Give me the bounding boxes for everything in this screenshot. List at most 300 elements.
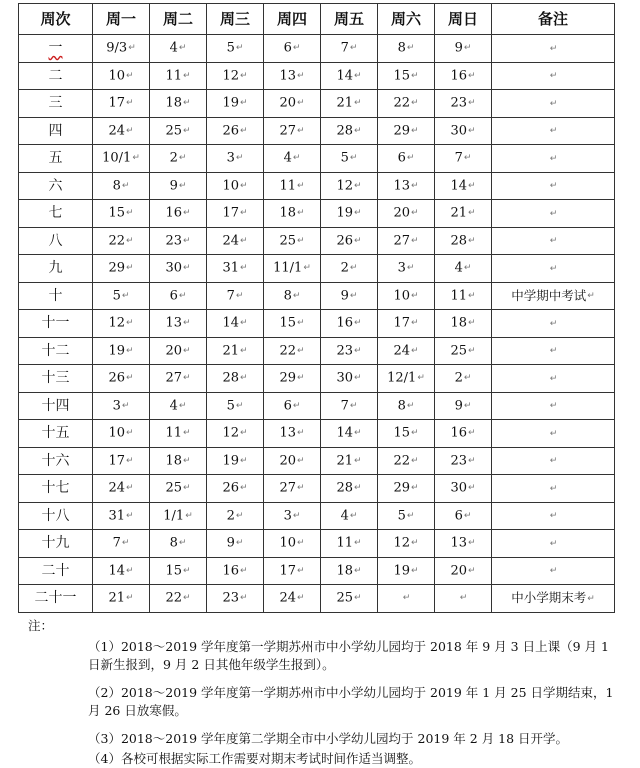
day-cell bbox=[435, 282, 492, 310]
paragraph-mark-icon: ↵ bbox=[406, 263, 415, 273]
day-cell bbox=[93, 420, 150, 448]
paragraph-mark-icon: ↵ bbox=[183, 235, 191, 246]
day-cell bbox=[378, 117, 435, 145]
day-value: 26 bbox=[108, 370, 125, 386]
day-cell bbox=[207, 365, 264, 393]
paragraph-mark-icon: ↵ bbox=[468, 70, 476, 81]
day-cell bbox=[207, 62, 264, 90]
day-value: 11/1 bbox=[273, 260, 303, 276]
paragraph-mark-icon: ↵ bbox=[549, 346, 558, 356]
paragraph-mark-icon: ↵ bbox=[183, 593, 191, 603]
paragraph-mark-icon: ↵ bbox=[126, 125, 134, 136]
day-value: 14 bbox=[336, 68, 353, 83]
day-cell bbox=[435, 475, 492, 503]
header-day bbox=[207, 4, 264, 35]
day-value: 25 bbox=[336, 590, 353, 606]
day-cell bbox=[93, 447, 150, 475]
day-cell bbox=[207, 200, 264, 228]
day-value: 6 bbox=[283, 40, 292, 56]
paragraph-mark-icon: ↵ bbox=[121, 290, 130, 301]
day-cell bbox=[378, 585, 435, 613]
table-row bbox=[19, 447, 615, 475]
day-cell bbox=[207, 447, 264, 475]
day-value: 11 bbox=[279, 178, 296, 193]
day-value: 29 bbox=[393, 480, 410, 496]
day-value: 16 bbox=[450, 68, 467, 83]
table-row bbox=[19, 255, 615, 283]
week-cell bbox=[19, 145, 93, 173]
day-cell bbox=[435, 145, 492, 173]
week-label: 十七 bbox=[41, 480, 70, 497]
paragraph-mark-icon: ↵ bbox=[549, 153, 558, 164]
day-value: 8 bbox=[283, 288, 292, 303]
school-calendar bbox=[18, 3, 614, 613]
day-cell bbox=[150, 200, 207, 228]
day-cell bbox=[264, 35, 321, 63]
paragraph-mark-icon: ↵ bbox=[468, 290, 476, 301]
paragraph-mark-icon: ↵ bbox=[468, 345, 476, 356]
day-cell bbox=[435, 310, 492, 338]
paragraph-mark-icon: ↵ bbox=[463, 510, 472, 521]
remark-text: 中学期中考试 bbox=[511, 287, 587, 303]
day-value: 15 bbox=[279, 315, 296, 331]
day-cell bbox=[207, 227, 264, 255]
paragraph-mark-icon: ↵ bbox=[126, 428, 134, 438]
paragraph-mark-icon: ↵ bbox=[126, 455, 134, 466]
day-value: 21 bbox=[222, 343, 239, 358]
day-cell bbox=[264, 447, 321, 475]
paragraph-mark-icon: ↵ bbox=[411, 235, 419, 246]
day-cell bbox=[378, 392, 435, 420]
day-value: 1/1 bbox=[163, 508, 185, 523]
week-label: 二 bbox=[48, 67, 63, 84]
day-cell bbox=[378, 200, 435, 228]
week-cell bbox=[19, 530, 93, 558]
day-value: 17 bbox=[393, 315, 410, 331]
day-value: 22 bbox=[165, 590, 182, 606]
day-cell bbox=[93, 310, 150, 338]
paragraph-mark-icon: ↵ bbox=[549, 126, 558, 136]
day-cell bbox=[207, 282, 264, 310]
day-cell bbox=[321, 62, 378, 90]
day-value: 24 bbox=[393, 343, 410, 358]
day-value: 14 bbox=[336, 425, 353, 441]
day-cell bbox=[378, 145, 435, 173]
table-row bbox=[19, 365, 615, 393]
paragraph-mark-icon: ↵ bbox=[406, 400, 415, 411]
day-value: 20 bbox=[279, 453, 296, 468]
header-label: 周次 bbox=[40, 10, 71, 28]
day-value: 24 bbox=[108, 480, 125, 496]
week-label: 十五 bbox=[41, 425, 70, 442]
paragraph-mark-icon: ↵ bbox=[411, 345, 419, 356]
day-value: 9/3 bbox=[106, 40, 128, 56]
header-day bbox=[435, 4, 492, 35]
paragraph-mark-icon: ↵ bbox=[297, 455, 305, 466]
day-cell bbox=[207, 557, 264, 585]
day-cell bbox=[264, 282, 321, 310]
day-cell bbox=[264, 392, 321, 420]
remark-cell bbox=[492, 227, 615, 255]
paragraph-mark-icon: ↵ bbox=[235, 538, 244, 548]
paragraph-mark-icon: ↵ bbox=[297, 565, 305, 576]
paragraph-mark-icon: ↵ bbox=[587, 291, 595, 301]
paragraph-mark-icon: ↵ bbox=[549, 263, 558, 274]
day-value: 29 bbox=[393, 123, 410, 138]
paragraph-mark-icon: ↵ bbox=[235, 290, 244, 301]
day-value: 9 bbox=[340, 288, 349, 303]
day-value: 19 bbox=[393, 563, 410, 578]
day-value: 19 bbox=[108, 343, 125, 358]
day-value: 4 bbox=[283, 150, 292, 166]
remark-cell bbox=[492, 62, 615, 90]
day-value: 2 bbox=[226, 508, 235, 523]
day-value: 13 bbox=[393, 178, 410, 193]
day-value: 16 bbox=[165, 205, 182, 221]
paragraph-mark-icon: ↵ bbox=[292, 400, 301, 411]
day-value: 29 bbox=[279, 370, 296, 386]
remark-cell bbox=[492, 310, 615, 338]
day-value: 14 bbox=[108, 563, 125, 578]
day-cell bbox=[435, 502, 492, 530]
day-value: 8 bbox=[397, 40, 406, 56]
day-value: 29 bbox=[108, 260, 125, 276]
day-cell bbox=[93, 282, 150, 310]
day-cell bbox=[435, 35, 492, 63]
day-value: 15 bbox=[108, 205, 125, 221]
week-cell bbox=[19, 117, 93, 145]
remark-cell bbox=[492, 557, 615, 585]
day-value: 16 bbox=[222, 563, 239, 578]
note-item: （2）2018～2019 学年度第一学期苏州市中小学幼儿园均于 2019 年 1 月 25 日学期结束，1 月 26 日放寒假。 bbox=[88, 685, 614, 718]
day-value: 10 bbox=[393, 288, 410, 303]
day-cell bbox=[321, 557, 378, 585]
week-label: 十九 bbox=[41, 535, 70, 552]
remark-cell bbox=[492, 365, 615, 393]
header-label: 周日 bbox=[447, 10, 478, 28]
day-value: 6 bbox=[283, 398, 292, 413]
day-cell bbox=[150, 392, 207, 420]
week-cell bbox=[19, 172, 93, 200]
paragraph-mark-icon: ↵ bbox=[240, 125, 248, 136]
day-value: 24 bbox=[108, 123, 125, 138]
paragraph-mark-icon: ↵ bbox=[411, 428, 419, 438]
day-value: 19 bbox=[336, 205, 353, 221]
day-cell bbox=[321, 35, 378, 63]
day-cell bbox=[150, 145, 207, 173]
day-value: 2 bbox=[169, 150, 178, 166]
day-cell bbox=[93, 255, 150, 283]
week-label: 十八 bbox=[41, 507, 70, 524]
table-row bbox=[19, 420, 615, 448]
paragraph-mark-icon: ↵ bbox=[183, 565, 191, 576]
paragraph-mark-icon: ↵ bbox=[549, 373, 558, 384]
day-value: 5 bbox=[397, 508, 406, 523]
day-cell bbox=[93, 62, 150, 90]
day-cell bbox=[264, 310, 321, 338]
day-value: 13 bbox=[279, 425, 296, 441]
remark-cell bbox=[492, 337, 615, 365]
week-label: 二十一 bbox=[34, 590, 77, 607]
header-label: 周五 bbox=[333, 10, 364, 28]
paragraph-mark-icon: ↵ bbox=[549, 208, 558, 219]
day-value: 11 bbox=[336, 535, 353, 551]
day-value: 14 bbox=[450, 178, 467, 193]
day-value: 3 bbox=[397, 260, 406, 276]
paragraph-mark-icon: ↵ bbox=[240, 180, 248, 191]
day-cell bbox=[207, 117, 264, 145]
day-cell bbox=[150, 282, 207, 310]
day-value: 27 bbox=[279, 123, 296, 138]
day-value: 10 bbox=[108, 425, 125, 441]
header-label: 周六 bbox=[390, 10, 421, 28]
day-cell bbox=[321, 392, 378, 420]
day-cell bbox=[207, 255, 264, 283]
week-label: 四 bbox=[48, 122, 63, 139]
day-cell bbox=[435, 585, 492, 613]
day-cell bbox=[93, 502, 150, 530]
header-label: 周三 bbox=[219, 10, 250, 28]
paragraph-mark-icon: ↵ bbox=[126, 510, 134, 521]
day-cell bbox=[264, 255, 321, 283]
paragraph-mark-icon: ↵ bbox=[132, 153, 140, 163]
day-value: 30 bbox=[336, 370, 353, 386]
paragraph-mark-icon: ↵ bbox=[463, 373, 472, 383]
table-row bbox=[19, 282, 615, 310]
paragraph-mark-icon: ↵ bbox=[126, 235, 134, 246]
header-day bbox=[150, 4, 207, 35]
paragraph-mark-icon: ↵ bbox=[126, 263, 134, 273]
table-row bbox=[19, 530, 615, 558]
day-value: 5 bbox=[112, 288, 121, 303]
day-cell bbox=[435, 420, 492, 448]
day-value: 23 bbox=[450, 453, 467, 468]
day-value: 21 bbox=[336, 95, 353, 111]
paragraph-mark-icon: ↵ bbox=[183, 318, 191, 328]
paragraph-mark-icon: ↵ bbox=[463, 263, 472, 273]
week-label: 十六 bbox=[41, 452, 70, 469]
table-row bbox=[19, 585, 615, 613]
paragraph-mark-icon: ↵ bbox=[183, 483, 191, 493]
day-value: 27 bbox=[393, 233, 410, 248]
day-cell bbox=[93, 35, 150, 63]
paragraph-mark-icon: ↵ bbox=[183, 373, 191, 383]
week-cell bbox=[19, 227, 93, 255]
paragraph-mark-icon: ↵ bbox=[349, 263, 358, 273]
day-cell bbox=[378, 502, 435, 530]
day-cell bbox=[264, 420, 321, 448]
paragraph-mark-icon: ↵ bbox=[297, 428, 305, 438]
paragraph-mark-icon: ↵ bbox=[349, 43, 358, 53]
day-value: 15 bbox=[165, 563, 182, 578]
day-cell bbox=[150, 557, 207, 585]
day-cell bbox=[93, 585, 150, 613]
day-value: 3 bbox=[226, 150, 235, 166]
day-value: 5 bbox=[226, 40, 235, 56]
day-cell bbox=[435, 365, 492, 393]
day-value: 17 bbox=[222, 205, 239, 221]
paragraph-mark-icon: ↵ bbox=[468, 180, 476, 191]
day-cell bbox=[264, 365, 321, 393]
day-cell bbox=[93, 200, 150, 228]
table-row bbox=[19, 90, 615, 118]
header-week bbox=[19, 4, 93, 35]
day-value: 21 bbox=[450, 205, 467, 221]
paragraph-mark-icon: ↵ bbox=[354, 428, 362, 438]
day-cell bbox=[321, 255, 378, 283]
table-row bbox=[19, 62, 615, 90]
day-cell bbox=[150, 365, 207, 393]
remark-cell bbox=[492, 172, 615, 200]
day-cell bbox=[435, 337, 492, 365]
paragraph-mark-icon: ↵ bbox=[178, 180, 187, 191]
day-cell bbox=[435, 90, 492, 118]
day-value: 27 bbox=[165, 370, 182, 386]
paragraph-mark-icon: ↵ bbox=[411, 318, 419, 328]
week-label: 十 bbox=[48, 287, 63, 304]
paragraph-mark-icon: ↵ bbox=[126, 70, 134, 81]
day-cell bbox=[378, 90, 435, 118]
day-value: 8 bbox=[112, 178, 121, 193]
day-cell bbox=[321, 585, 378, 613]
day-cell bbox=[264, 62, 321, 90]
paragraph-mark-icon: ↵ bbox=[297, 180, 305, 191]
remark-cell bbox=[492, 502, 615, 530]
paragraph-mark-icon: ↵ bbox=[549, 538, 558, 549]
day-value: 6 bbox=[169, 288, 178, 303]
paragraph-mark-icon: ↵ bbox=[411, 70, 419, 81]
week-cell bbox=[19, 420, 93, 448]
paragraph-mark-icon: ↵ bbox=[183, 455, 191, 466]
header-day bbox=[93, 4, 150, 35]
paragraph-mark-icon: ↵ bbox=[240, 70, 248, 81]
paragraph-mark-icon: ↵ bbox=[183, 70, 191, 81]
paragraph-mark-icon: ↵ bbox=[411, 483, 419, 493]
day-cell bbox=[378, 227, 435, 255]
paragraph-mark-icon: ↵ bbox=[411, 565, 419, 576]
day-value: 28 bbox=[336, 123, 353, 138]
paragraph-mark-icon: ↵ bbox=[183, 263, 191, 273]
paragraph-mark-icon: ↵ bbox=[126, 208, 134, 218]
day-cell bbox=[207, 35, 264, 63]
day-value: 28 bbox=[450, 233, 467, 248]
week-cell bbox=[19, 502, 93, 530]
day-cell bbox=[93, 365, 150, 393]
week-cell bbox=[19, 337, 93, 365]
table-row bbox=[19, 35, 615, 63]
day-cell bbox=[378, 172, 435, 200]
week-cell bbox=[19, 585, 93, 613]
paragraph-mark-icon: ↵ bbox=[240, 263, 248, 273]
table-row bbox=[19, 227, 615, 255]
paragraph-mark-icon: ↵ bbox=[411, 538, 419, 548]
week-cell bbox=[19, 282, 93, 310]
day-value: 24 bbox=[279, 590, 296, 606]
day-value: 4 bbox=[454, 260, 463, 276]
day-value: 28 bbox=[222, 370, 239, 386]
day-value: 26 bbox=[222, 123, 239, 138]
day-value: 14 bbox=[222, 315, 239, 331]
header-label: 备注 bbox=[537, 10, 568, 28]
day-cell bbox=[264, 227, 321, 255]
day-cell bbox=[207, 530, 264, 558]
table-row bbox=[19, 310, 615, 338]
day-value: 18 bbox=[279, 205, 296, 221]
day-cell bbox=[321, 502, 378, 530]
day-value: 5 bbox=[226, 398, 235, 413]
day-cell bbox=[378, 365, 435, 393]
day-value: 25 bbox=[279, 233, 296, 248]
day-value: 9 bbox=[169, 178, 178, 193]
paragraph-mark-icon: ↵ bbox=[349, 153, 358, 163]
paragraph-mark-icon: ↵ bbox=[549, 566, 558, 576]
paragraph-mark-icon: ↵ bbox=[292, 290, 301, 301]
day-value: 7 bbox=[454, 150, 463, 166]
paragraph-mark-icon: ↵ bbox=[354, 455, 362, 466]
paragraph-mark-icon: ↵ bbox=[468, 538, 476, 548]
day-cell bbox=[93, 392, 150, 420]
day-cell bbox=[321, 310, 378, 338]
paragraph-mark-icon: ↵ bbox=[354, 538, 362, 548]
week-cell bbox=[19, 365, 93, 393]
week-label: 十四 bbox=[41, 397, 70, 414]
paragraph-mark-icon: ↵ bbox=[128, 43, 136, 53]
day-cell bbox=[150, 585, 207, 613]
table-row bbox=[19, 172, 615, 200]
day-cell bbox=[150, 530, 207, 558]
day-cell bbox=[207, 420, 264, 448]
paragraph-mark-icon: ↵ bbox=[297, 235, 305, 246]
day-value: 17 bbox=[108, 453, 125, 468]
header-label: 周一 bbox=[105, 10, 136, 28]
paragraph-mark-icon: ↵ bbox=[240, 318, 248, 328]
paragraph-mark-icon: ↵ bbox=[549, 43, 558, 54]
day-cell bbox=[378, 475, 435, 503]
day-cell bbox=[378, 282, 435, 310]
day-value: 12 bbox=[222, 425, 239, 441]
week-label: 六 bbox=[48, 177, 63, 194]
calendar-table bbox=[18, 3, 615, 613]
day-value: 12 bbox=[393, 535, 410, 551]
day-value: 27 bbox=[279, 480, 296, 496]
day-cell bbox=[321, 227, 378, 255]
paragraph-mark-icon: ↵ bbox=[292, 43, 301, 53]
week-label: 十一 bbox=[41, 315, 70, 332]
paragraph-mark-icon: ↵ bbox=[185, 510, 193, 521]
paragraph-mark-icon: ↵ bbox=[178, 153, 187, 163]
day-cell bbox=[150, 35, 207, 63]
paragraph-mark-icon: ↵ bbox=[126, 98, 134, 108]
day-cell bbox=[435, 200, 492, 228]
day-value: 11 bbox=[450, 288, 467, 303]
paragraph-mark-icon: ↵ bbox=[411, 290, 419, 301]
calendar-body bbox=[19, 35, 615, 613]
week-cell bbox=[19, 90, 93, 118]
paragraph-mark-icon: ↵ bbox=[235, 153, 244, 163]
day-value: 2 bbox=[340, 260, 349, 276]
paragraph-mark-icon: ↵ bbox=[354, 318, 362, 328]
day-cell bbox=[321, 365, 378, 393]
day-cell bbox=[93, 557, 150, 585]
day-value: 8 bbox=[397, 398, 406, 413]
paragraph-mark-icon: ↵ bbox=[126, 318, 134, 328]
paragraph-mark-icon: ↵ bbox=[297, 208, 305, 218]
paragraph-mark-icon: ↵ bbox=[354, 235, 362, 246]
paragraph-mark-icon: ↵ bbox=[126, 593, 134, 603]
paragraph-mark-icon: ↵ bbox=[549, 71, 558, 81]
paragraph-mark-icon: ↵ bbox=[549, 428, 558, 439]
paragraph-mark-icon: ↵ bbox=[303, 263, 311, 273]
